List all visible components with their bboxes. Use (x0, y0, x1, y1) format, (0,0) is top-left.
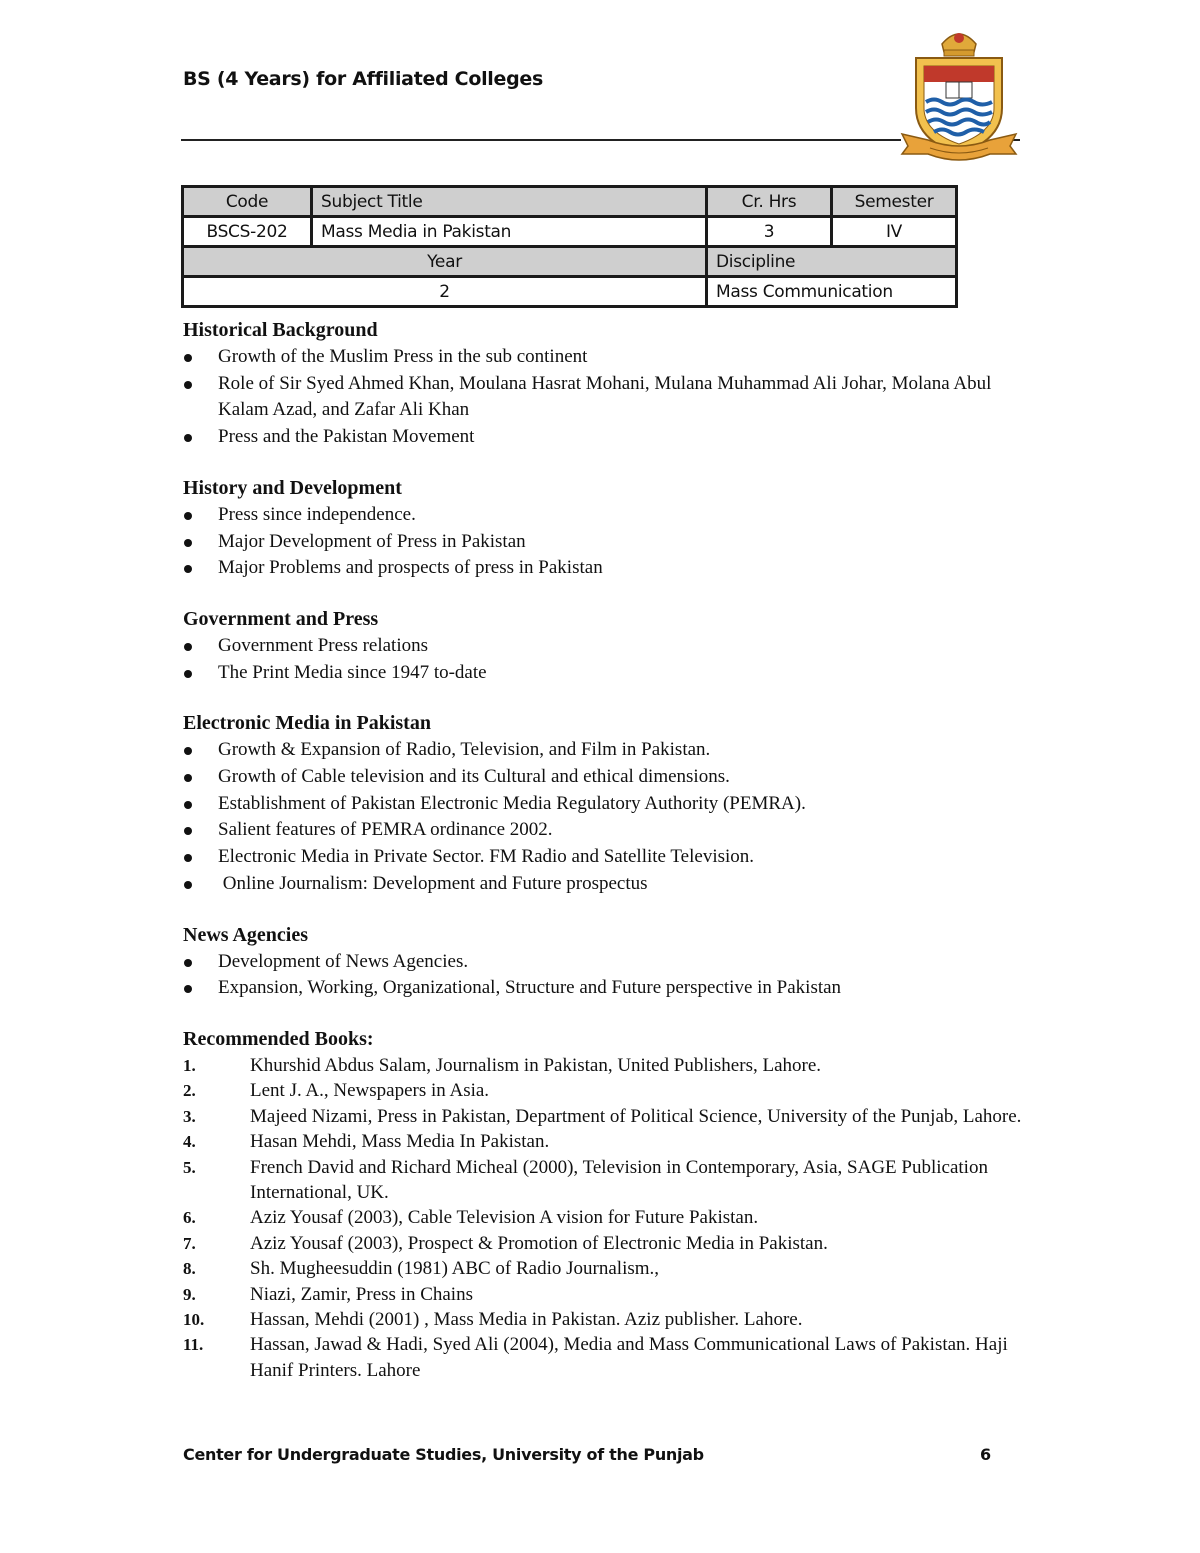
bullet-list (183, 344, 1023, 451)
bullet-list (183, 502, 1023, 582)
book-text: Niazi, Zamir, Press in Chains (250, 1283, 473, 1305)
code-header: Code (183, 187, 312, 217)
book-text: Hasan Mehdi, Mass Media In Pakistan. (250, 1131, 550, 1153)
book-item (183, 1282, 1023, 1307)
list-item: Online Journalism: Development and Future prospectus (183, 871, 1023, 898)
subject-title-header: Subject Title (312, 187, 707, 217)
bullet-list (183, 737, 1023, 897)
book-text: Aziz Yousaf (2003), Prospect & Promotion of Electronic Media in Pakistan. (250, 1232, 828, 1254)
list-item: The Print Media since 1947 to-date (183, 660, 1023, 687)
year-header: Year (183, 247, 707, 277)
book-number: 2. (183, 1081, 196, 1101)
list-item: Expansion, Working, Organizational, Structure and Future perspective in Pakistan (183, 975, 1023, 1002)
discipline-header: Discipline (707, 247, 957, 277)
list-item: Growth & Expansion of Radio, Television, and Film in Pakistan. (183, 737, 1023, 764)
list-item: Major Problems and prospects of press in Pakistan (183, 555, 1023, 582)
discipline: Mass Communication (707, 277, 957, 307)
course-content (183, 317, 1023, 1407)
book-number: 9. (183, 1284, 196, 1304)
book-item (183, 1307, 1023, 1332)
course-info-table (181, 185, 958, 308)
list-item: Government Press relations (183, 633, 1023, 660)
book-item (183, 1332, 1023, 1383)
section-heading: News Agencies (183, 923, 308, 946)
list-item: Major Development of Press in Pakistan (183, 529, 1023, 556)
section-heading: Electronic Media in Pakistan (183, 712, 431, 735)
book-text: Hassan, Jawad & Hadi, Syed Ali (2004), Media and Mass Communicational Laws of Pakistan. Haji Hanif Printers. Lahore (250, 1334, 1008, 1381)
book-item (183, 1078, 1023, 1103)
list-item: Press and the Pakistan Movement (183, 424, 1023, 451)
list-item: Press since independence. (183, 502, 1023, 529)
semester-header: Semester (832, 187, 957, 217)
book-number: 8. (183, 1259, 196, 1279)
book-item (183, 1256, 1023, 1281)
section-heading: History and Development (183, 476, 402, 499)
year: 2 (183, 277, 707, 307)
section-historical-background (183, 317, 1023, 451)
book-number: 3. (183, 1106, 196, 1126)
book-text: Khurshid Abdus Salam, Journalism in Pakistan, United Publishers, Lahore. (250, 1054, 822, 1076)
credit-hours-header: Cr. Hrs (707, 187, 832, 217)
header-rule (181, 139, 901, 141)
section-news-agencies (183, 922, 1023, 1002)
info-header-row (183, 187, 957, 217)
bullet-list (183, 949, 1023, 1002)
list-item: Growth of Cable television and its Cultural and ethical dimensions. (183, 764, 1023, 791)
list-item: Growth of the Muslim Press in the sub continent (183, 344, 1023, 371)
section-electronic-media (183, 710, 1023, 897)
book-text: Aziz Yousaf (2003), Cable Television A vision for Future Pakistan. (250, 1207, 759, 1229)
section-heading: Government and Press (183, 607, 379, 630)
list-item: Development of News Agencies. (183, 949, 1023, 976)
book-number: 11. (183, 1335, 204, 1355)
credit-hours: 3 (707, 217, 832, 247)
subject-title: Mass Media in Pakistan (312, 217, 707, 247)
book-item (183, 1104, 1023, 1129)
page-number: 6 (980, 1445, 992, 1464)
books-list (183, 1053, 1023, 1383)
section-heading: Recommended Books: (183, 1027, 374, 1050)
university-crest-logo (898, 22, 1020, 170)
list-item: Electronic Media in Private Sector. FM Radio and Satellite Television. (183, 844, 1023, 871)
book-item (183, 1053, 1023, 1078)
book-number: 1. (183, 1055, 196, 1075)
book-item (183, 1205, 1023, 1230)
book-text: Sh. Mugheesuddin (1981) ABC of Radio Journalism., (250, 1258, 660, 1280)
section-history-and-development (183, 475, 1023, 582)
book-text: Hassan, Mehdi (2001) , Mass Media in Pakistan. Aziz publisher. Lahore. (250, 1309, 803, 1331)
book-number: 10. (183, 1310, 205, 1330)
list-item: Establishment of Pakistan Electronic Media Regulatory Authority (PEMRA). (183, 791, 1023, 818)
footer-text: Center for Undergraduate Studies, University of the Punjab (183, 1445, 704, 1464)
book-text: Lent J. A., Newspapers in Asia. (250, 1080, 490, 1102)
book-number: 6. (183, 1208, 196, 1228)
book-number: 5. (183, 1157, 196, 1177)
list-item: Role of Sir Syed Ahmed Khan, Moulana Hasrat Mohani, Mulana Muhammad Ali Johar, Molana Abul Kalam Azad, and Zafar Ali Khan (183, 371, 1023, 424)
book-item (183, 1129, 1023, 1154)
section-government-and-press (183, 606, 1023, 686)
book-item (183, 1155, 1023, 1206)
book-text: Majeed Nizami, Press in Pakistan, Department of Political Science, University of the Punjab, Lahore. (250, 1105, 1022, 1127)
section-recommended-books (183, 1026, 1023, 1383)
semester: IV (832, 217, 957, 247)
book-item (183, 1231, 1023, 1256)
info-value-row (183, 217, 957, 247)
book-number: 7. (183, 1233, 196, 1253)
header-title: BS (4 Years) for Affiliated Colleges (183, 68, 543, 90)
list-item: Salient features of PEMRA ordinance 2002. (183, 817, 1023, 844)
bullet-list (183, 633, 1023, 686)
section-heading: Historical Background (183, 319, 378, 341)
info-header-row-2 (183, 247, 957, 277)
book-number: 4. (183, 1132, 196, 1152)
info-value-row-2 (183, 277, 957, 307)
course-code: BSCS-202 (183, 217, 312, 247)
book-text: French David and Richard Micheal (2000), Television in Contemporary, Asia, SAGE Publication International, UK. (250, 1156, 988, 1203)
